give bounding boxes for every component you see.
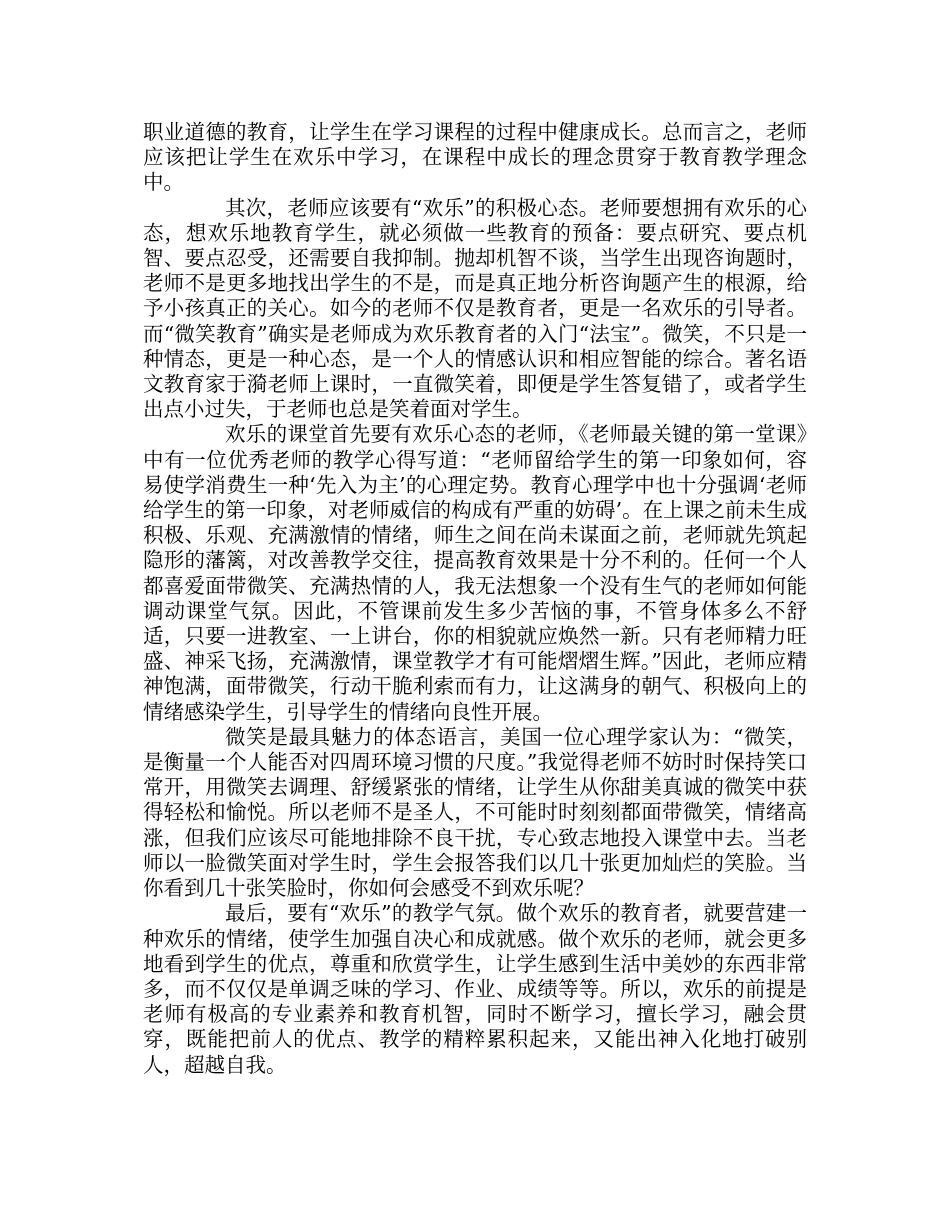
paragraph-atmosphere: 最后，要有“欢乐”的教学气氛。做个欢乐的教育者，就要营建一种欢乐的情绪，使学生加强自决心和成就感。做个欢乐的老师，就会更多地看到学生的优点，尊重和欣赏学生，让学生感到生活中美妙的东西非常多，而不仅仅是单调乏味的学习、作业、成绩等等。所以，欢乐的前提是老师有极高的专业素养和教育机智，同时不断学习，擅长学习，融会贯穿，既能把前人的优点、教学的精粹累积起来，又能出神入化地打破别人，超越自我。 (143, 901, 807, 1077)
document-body (143, 120, 807, 1078)
paragraph-smile: 微笑是最具魅力的体态语言，美国一位心理学家认为：“微笑，是衡量一个人能否对四周环境习惯的尺度。”我觉得老师不妨时时保持笑口常开，用微笑去调理、舒缓紧张的情绪，让学生从你甜美真诚的微笑中获得轻松和愉悦。所以老师不是圣人，不可能时时刻刻都面带微笑，情绪高涨，但我们应该尽可能地排除不良干扰，专心致志地投入课堂中去。当老师以一脸微笑面对学生时，学生会报答我们以几十张更加灿烂的笑脸。当你看到几十张笑脸时，你如何会感受不到欢乐呢？ (143, 724, 807, 901)
paragraph-continuation: 职业道德的教育，让学生在学习课程的过程中健康成长。总而言之，老师应该把让学生在欢乐中学习，在课程中成长的理念贯穿于教育教学理念中。 (143, 120, 807, 195)
paragraph-first-impression: 欢乐的课堂首先要有欢乐心态的老师，《老师最关键的第一堂课》中有一位优秀老师的教学心得写道：“老师留给学生的第一印象如何，容易使学消费生一种‘先入为主’的心理定势。教育心理学中也十分强调‘老师给学生的第一印象，对老师威信的构成有严重的妨碍’。在上课之前未生成积极、乐观、充满激情的情绪，师生之间在尚未谋面之前，老师就先筑起隐形的藩篱，对改善教学交往，提高教育效果是十分不利的。任何一个人都喜爱面带微笑、充满热情的人，我无法想象一个没有生气的老师如何能调动课堂气氛。因此，不管课前发生多少苦恼的事，不管身体多么不舒适，只要一进教室、一上讲台，你的相貌就应焕然一新。只有老师精力旺盛、神采飞扬，充满激情，课堂教学才有可能熠熠生辉。”因此，老师应精神饱满，面带微笑，行动干脆利索而有力，让这满身的朝气、积极向上的情绪感染学生，引导学生的情绪向良性开展。 (143, 422, 807, 724)
paragraph-positive-attitude: 其次，老师应该要有“欢乐”的积极心态。老师要想拥有欢乐的心态，想欢乐地教育学生，就必须做一些教育的预备：要点研究、要点机智、要点忍受，还需要自我抑制。抛却机智不谈，当学生出现咨询题时，老师不是更多地找出学生的不是，而是真正地分析咨询题产生的根源，给予小孩真正的关心。如今的老师不仅是教育者，更是一名欢乐的引导者。而“微笑教育”确实是老师成为欢乐教育者的入门“法宝”。微笑，不只是一种情态，更是一种心态，是一个人的情感认识和相应智能的综合。著名语文教育家于漪老师上课时，一直微笑着，即便是学生答复错了，或者学生出点小过失，于老师也总是笑着面对学生。 (143, 195, 807, 422)
